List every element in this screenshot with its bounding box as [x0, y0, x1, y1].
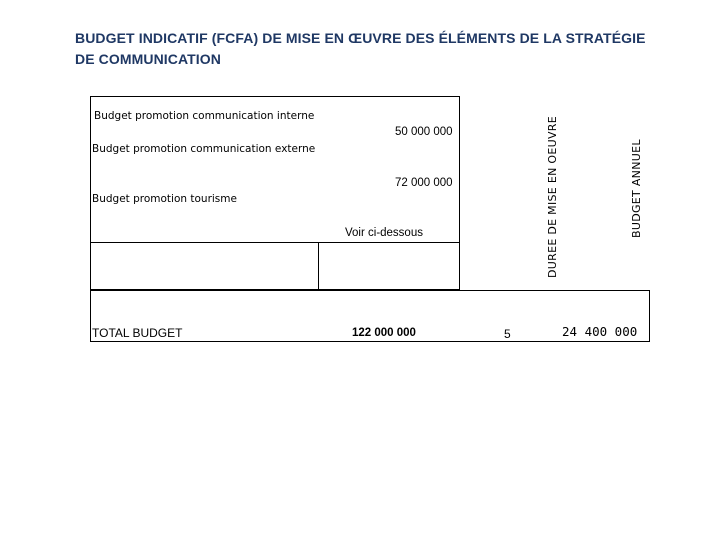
row-divider — [90, 242, 460, 243]
title-line-1: BUDGET INDICATIF (FCFA) DE MISE EN ŒUVRE DES ÉLÉMENTS DE LA STRATÉGIE — [75, 30, 646, 46]
total-budget-annuel: 24 400 000 — [562, 324, 638, 339]
row-label-communication-interne: Budget promotion communication interne — [94, 110, 315, 122]
title-line-2: DE COMMUNICATION — [75, 51, 221, 67]
row-label-tourisme: Budget promotion tourisme — [92, 193, 237, 205]
value-communication-externe: 72 000 000 — [395, 177, 453, 189]
row-label-communication-externe: Budget promotion communication externe — [92, 143, 316, 155]
header-budget-annuel: BUDGET ANNUEL — [630, 139, 643, 238]
total-value: 122 000 000 — [352, 327, 416, 339]
total-duree: 5 — [504, 327, 511, 341]
value-communication-interne: 50 000 000 — [395, 126, 453, 138]
header-duree-mise-en-oeuvre: DUREE DE MISE EN OEUVRE — [546, 116, 559, 278]
total-label: TOTAL BUDGET — [92, 326, 183, 340]
value-tourisme: Voir ci-dessous — [345, 227, 423, 239]
column-divider — [318, 242, 319, 290]
page-title — [75, 28, 675, 70]
